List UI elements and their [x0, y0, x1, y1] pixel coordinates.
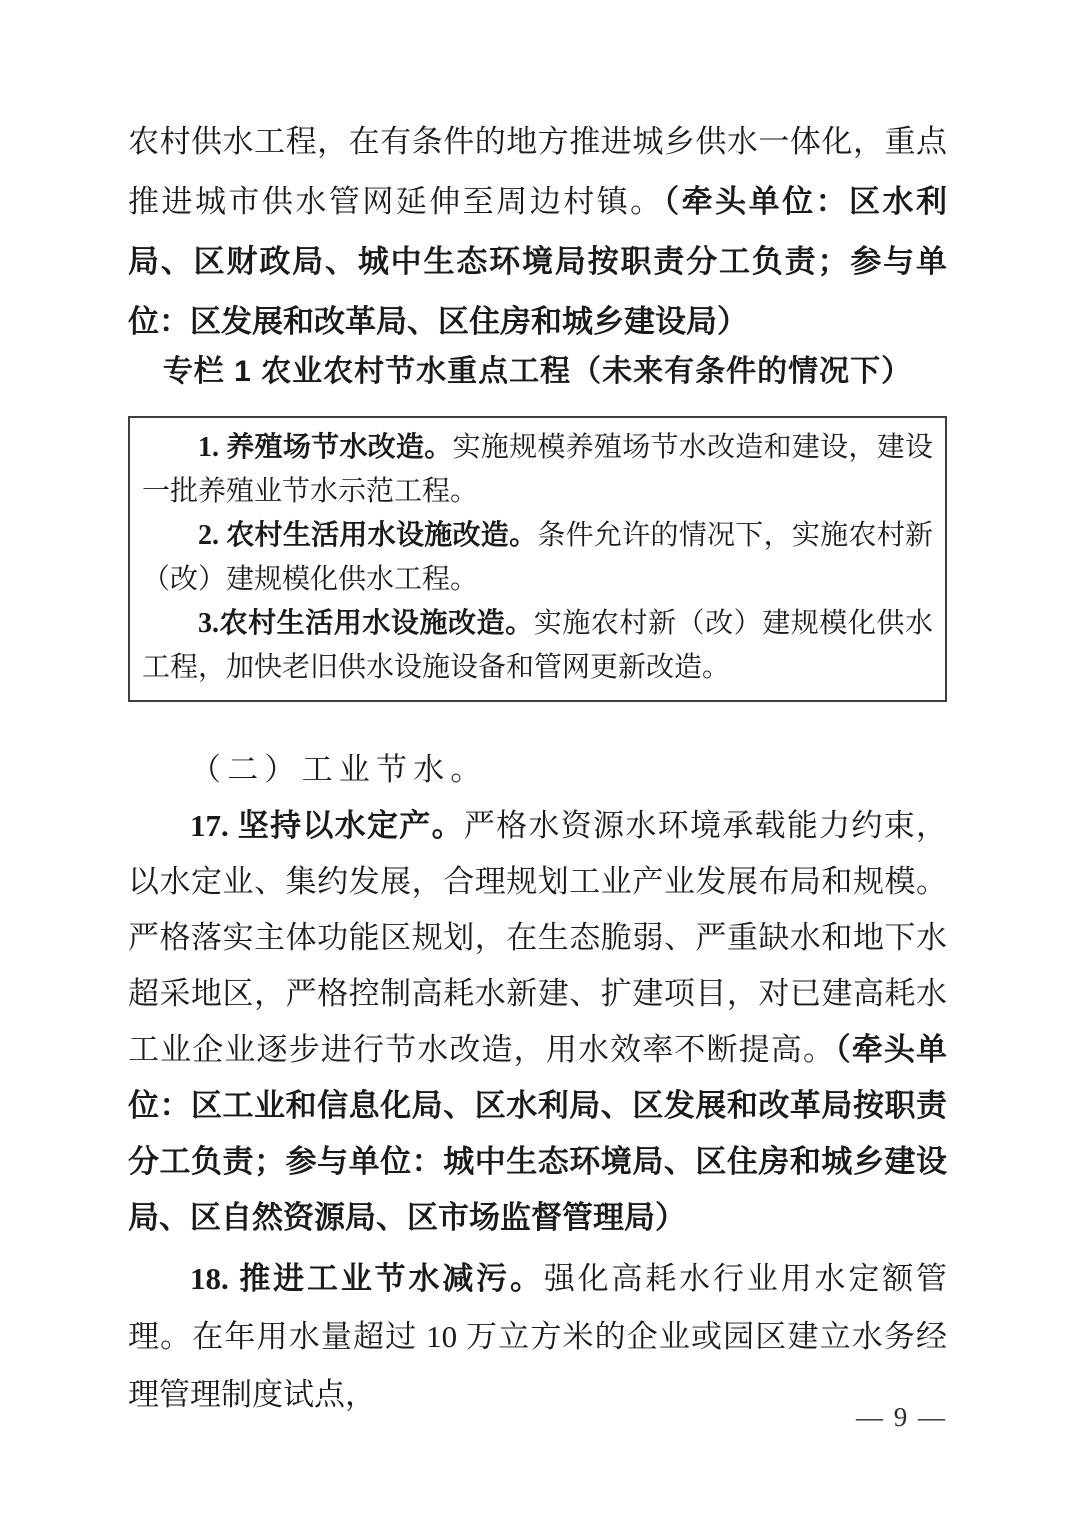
- paragraph-18-body: 强化高耗水行业用水定额管理。在年用水量超过 10 万立方米的企业或园区建立水务经理管理制度试点，: [128, 1261, 948, 1412]
- box-item-2-body: 条件允许的情况下，实施农村新（改）建规模化供水工程。: [142, 520, 933, 595]
- paragraph-18-lead: 18. 推进工业节水减污。: [190, 1261, 544, 1296]
- paragraph-18: [128, 1250, 947, 1424]
- box-item-3: [142, 602, 933, 690]
- box-item-3-body: 实施农村新（改）建规模化供水工程，加快老旧供水设施设备和管网更新改造。: [142, 608, 933, 683]
- paragraph-17-lead: 17. 坚持以水定产。: [190, 808, 464, 843]
- page-number: — 9 —: [856, 1402, 947, 1432]
- document-body: [128, 112, 947, 1424]
- box-item-2-lead: 2. 农村生活用水设施改造。: [198, 520, 538, 551]
- box-item-1-body: 实施规模养殖场节水改造和建设，建设一批养殖业节水示范工程。: [142, 432, 933, 507]
- paragraph-17: [128, 798, 947, 1246]
- responsible-units-note: （牵头单位：区水利局、区财政局、城中生态环境局按职责分工负责；参与单位：区发展和改革局、区住房和城乡建设局）: [128, 184, 948, 339]
- section-heading: （二）工业节水。: [190, 752, 488, 787]
- paragraph-17-body: 严格水资源水环境承载能力约束，以水定业、集约发展，合理规划工业产业发展布局和规模。严格落实主体功能区规划，在生态脆弱、严重缺水和地下水超采地区，严格控制高耗水新建、扩建项目，对已建高耗水工业企业逐步进行节水改造，用水效率不断提高。: [128, 808, 948, 1067]
- project-box: [128, 416, 947, 702]
- continuation-paragraph: [128, 112, 947, 352]
- paragraph-17-responsible-units-note: （牵头单位：区工业和信息化局、区水利局、区发展和改革局按职责分工负责；参与单位：城中生态环境局、区住房和城乡建设局、区自然资源局、区市场监督管理局）: [128, 1032, 947, 1235]
- box-title: 专栏 1 农业农村节水重点工程（未来有条件的情况下）: [162, 355, 913, 388]
- box-item-1: [142, 426, 933, 514]
- box-item-3-lead: 3.农村生活用水设施改造。: [198, 608, 534, 639]
- continuation-paragraph-text: 农村供水工程，在有条件的地方推进城乡供水一体化，重点推进城市供水管网延伸至周边村镇。: [128, 124, 947, 219]
- box-item-1-lead: 1. 养殖场节水改造。: [198, 432, 453, 463]
- box-item-2: [142, 514, 933, 602]
